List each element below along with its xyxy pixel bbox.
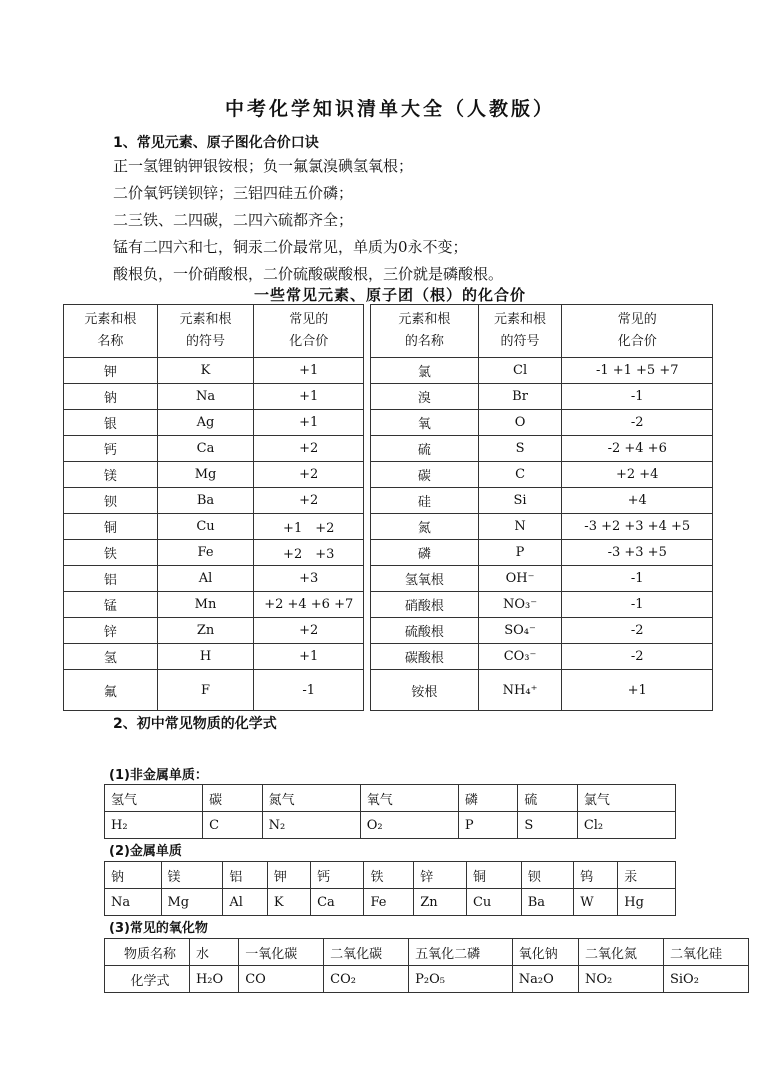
valence-cell: -2 [562,618,713,644]
valence-cell: 硅 [371,488,479,514]
valence-rhyme [113,153,503,288]
nonmetal-table [104,784,676,839]
valence-cell: +2 [254,488,364,514]
valence-cell: Br [478,384,562,410]
formula-cell: N₂ [262,812,360,839]
valence-cell: 钾 [64,358,158,384]
valence-cell: 银 [64,410,158,436]
substance-name-cell: 钾 [267,862,310,889]
formula-cell: Na₂O [512,966,578,993]
valence-cell: -1 +1 +5 +7 [562,358,713,384]
valence-cell: 溴 [371,384,479,410]
valence-cell: 磷 [371,540,479,566]
formula-cell: H₂ [105,812,203,839]
valence-header-cell: 元素和根 名称 [64,305,158,358]
valence-cell: 碳 [371,462,479,488]
substance-name-cell: 氢气 [105,785,203,812]
valence-cell: -1 [562,592,713,618]
column-gap [364,358,371,384]
valence-cell: +2 [254,462,364,488]
column-gap [364,644,371,670]
valence-cell: 钡 [64,488,158,514]
valence-cell: -2 +4 +6 [562,436,713,462]
table-row [64,618,713,644]
substance-name-cell: 氧化钠 [512,939,578,966]
valence-cell: -3 +2 +3 +4 +5 [562,514,713,540]
valence-cell: Ag [157,410,254,436]
column-gap [364,540,371,566]
valence-cell: +2 +3 [254,540,364,566]
formula-cell: Zn [414,889,467,916]
substance-name-cell: 汞 [618,862,676,889]
formula-cell: CO [239,966,324,993]
rhyme-line: 正一氢锂钠钾银铵根；负一氟氯溴碘氢氧根； [113,157,414,175]
valence-cell: -3 +3 +5 [562,540,713,566]
valence-cell: +1 [254,384,364,410]
substance-name-cell: 钙 [311,862,364,889]
table-row [105,862,676,889]
valence-cell: Cu [157,514,254,540]
table-row [105,785,676,812]
substance-name-cell: 二氧化硅 [663,939,748,966]
valence-cell: Ca [157,436,254,462]
valence-cell: +3 [254,566,364,592]
section2-heading: 2、初中常见物质的化学式 [113,716,277,732]
valence-cell: NO₃⁻ [478,592,562,618]
formula-cell: Ba [521,889,574,916]
valence-table [63,304,713,711]
substance-name-cell: 锌 [414,862,467,889]
formula-cell: Cu [466,889,521,916]
valence-header-row [64,305,713,358]
formula-cell: K [267,889,310,916]
valence-cell: 钠 [64,384,158,410]
valence-cell: Mn [157,592,254,618]
valence-header-cell: 元素和根 的符号 [478,305,562,358]
substance-name-cell: 氧气 [360,785,458,812]
formula-cell: Na [105,889,162,916]
valence-cell: H [157,644,254,670]
section1-heading: 1、常见元素、原子图化合价口诀 [113,135,319,151]
table-row [64,670,713,711]
valence-cell: 氢氧根 [371,566,479,592]
valence-cell: 锰 [64,592,158,618]
nonmetal-label: (1)非金属单质： [109,768,208,783]
substance-name-cell: 二氧化氮 [579,939,664,966]
valence-cell: N [478,514,562,540]
rhyme-line: 酸根负，一价硝酸根，二价硫酸碳酸根，三价就是磷酸根。 [113,265,504,283]
rhyme-line: 二三铁、二四碳，二四六硫都齐全； [113,211,354,229]
valence-cell: -1 [562,566,713,592]
substance-name-cell: 镁 [161,862,223,889]
valence-cell: 硫 [371,436,479,462]
column-gap [364,436,371,462]
formula-cell: SiO₂ [663,966,748,993]
formula-cell: P₂O₅ [409,966,513,993]
table-row [64,410,713,436]
valence-header-cell: 常见的 化合价 [254,305,364,358]
table-row [64,644,713,670]
valence-cell: O [478,410,562,436]
substance-name-cell: 铝 [223,862,267,889]
substance-name-cell: 硫 [518,785,577,812]
formula-cell: Hg [618,889,676,916]
valence-cell: -2 [562,410,713,436]
column-gap [364,384,371,410]
oxides-table [104,938,749,993]
substance-name-cell: 钨 [574,862,618,889]
oxides-label: (3)常见的氧化物 [109,921,208,936]
substance-name-cell: 氮气 [262,785,360,812]
valence-cell: +4 [562,488,713,514]
table-row [64,514,713,540]
valence-table-title: 一些常见元素、原子团（根）的化合价 [253,286,526,304]
substance-name-cell: 二氧化碳 [324,939,409,966]
column-gap [364,462,371,488]
valence-cell: -1 [562,384,713,410]
substance-name-cell: 钠 [105,862,162,889]
formula-cell: P [458,812,517,839]
column-gap [364,410,371,436]
valence-header-cell: 元素和根 的符号 [157,305,254,358]
valence-cell: S [478,436,562,462]
valence-cell: 铁 [64,540,158,566]
column-gap [364,488,371,514]
valence-cell: P [478,540,562,566]
substance-name-cell: 水 [189,939,238,966]
formula-cell: C [203,812,262,839]
table-row [105,889,676,916]
table-row [64,566,713,592]
valence-cell: +2 +4 +6 +7 [254,592,364,618]
column-gap [364,618,371,644]
oxide-row-header: 物质名称 [105,939,190,966]
formula-cell: H₂O [189,966,238,993]
substance-name-cell: 氯气 [577,785,675,812]
valence-cell: NH₄⁺ [478,670,562,711]
formula-cell: NO₂ [579,966,664,993]
table-row [64,488,713,514]
rhyme-line: 锰有二四六和七，铜汞二价最常见，单质为0永不变； [113,238,468,256]
formula-cell: Al [223,889,267,916]
valence-cell: +1 [254,644,364,670]
table-row [64,592,713,618]
valence-cell: 氧 [371,410,479,436]
table-row [64,462,713,488]
valence-header-cell: 常见的 化合价 [562,305,713,358]
table-row [105,812,676,839]
valence-cell: Cl [478,358,562,384]
formula-cell: Mg [161,889,223,916]
valence-cell: OH⁻ [478,566,562,592]
formula-cell: Ca [311,889,364,916]
substance-name-cell: 铁 [364,862,414,889]
valence-cell: Mg [157,462,254,488]
valence-cell: Al [157,566,254,592]
column-gap [364,566,371,592]
valence-cell: +2 +4 [562,462,713,488]
valence-cell: Ba [157,488,254,514]
substance-name-cell: 磷 [458,785,517,812]
valence-cell: Na [157,384,254,410]
substance-name-cell: 钡 [521,862,574,889]
table-row [64,540,713,566]
valence-cell: 铜 [64,514,158,540]
valence-cell: 铝 [64,566,158,592]
valence-cell: Si [478,488,562,514]
table-row [64,436,713,462]
formula-cell: W [574,889,618,916]
valence-cell: +1 [254,410,364,436]
formula-cell: Cl₂ [577,812,675,839]
valence-cell: +2 [254,436,364,462]
substance-name-cell: 碳 [203,785,262,812]
table-row [105,939,749,966]
valence-cell: C [478,462,562,488]
valence-cell: +2 [254,618,364,644]
valence-cell: 碳酸根 [371,644,479,670]
valence-cell: Zn [157,618,254,644]
substance-name-cell: 一氧化碳 [239,939,324,966]
valence-cell: F [157,670,254,711]
column-gap [364,514,371,540]
valence-cell: 铵根 [371,670,479,711]
formula-cell: Fe [364,889,414,916]
column-gap [364,305,371,358]
valence-cell: Fe [157,540,254,566]
valence-cell: -2 [562,644,713,670]
metal-label: (2)金属单质 [109,844,182,859]
formula-cell: O₂ [360,812,458,839]
oxide-row-header: 化学式 [105,966,190,993]
valence-cell: 钙 [64,436,158,462]
table-row [105,966,749,993]
formula-cell: CO₂ [324,966,409,993]
column-gap [364,670,371,711]
valence-cell: 氟 [64,670,158,711]
table-row [64,384,713,410]
valence-cell: 氢 [64,644,158,670]
metal-table [104,861,676,916]
valence-cell: 氯 [371,358,479,384]
valence-cell: SO₄⁻ [478,618,562,644]
valence-cell: +1 +2 [254,514,364,540]
valence-cell: 镁 [64,462,158,488]
substance-name-cell: 五氧化二磷 [409,939,513,966]
formula-cell: S [518,812,577,839]
valence-cell: -1 [254,670,364,711]
valence-cell: 氮 [371,514,479,540]
valence-cell: 硫酸根 [371,618,479,644]
valence-cell: K [157,358,254,384]
table-row [64,358,713,384]
rhyme-line: 二价氧钙镁钡锌；三铝四硅五价磷； [113,184,354,202]
page-title: 中考化学知识清单大全（人教版） [224,98,555,120]
valence-cell: CO₃⁻ [478,644,562,670]
valence-header-cell: 元素和根 的名称 [371,305,479,358]
valence-cell: +1 [562,670,713,711]
substance-name-cell: 铜 [466,862,521,889]
valence-cell: 锌 [64,618,158,644]
valence-cell: 硝酸根 [371,592,479,618]
column-gap [364,592,371,618]
valence-cell: +1 [254,358,364,384]
